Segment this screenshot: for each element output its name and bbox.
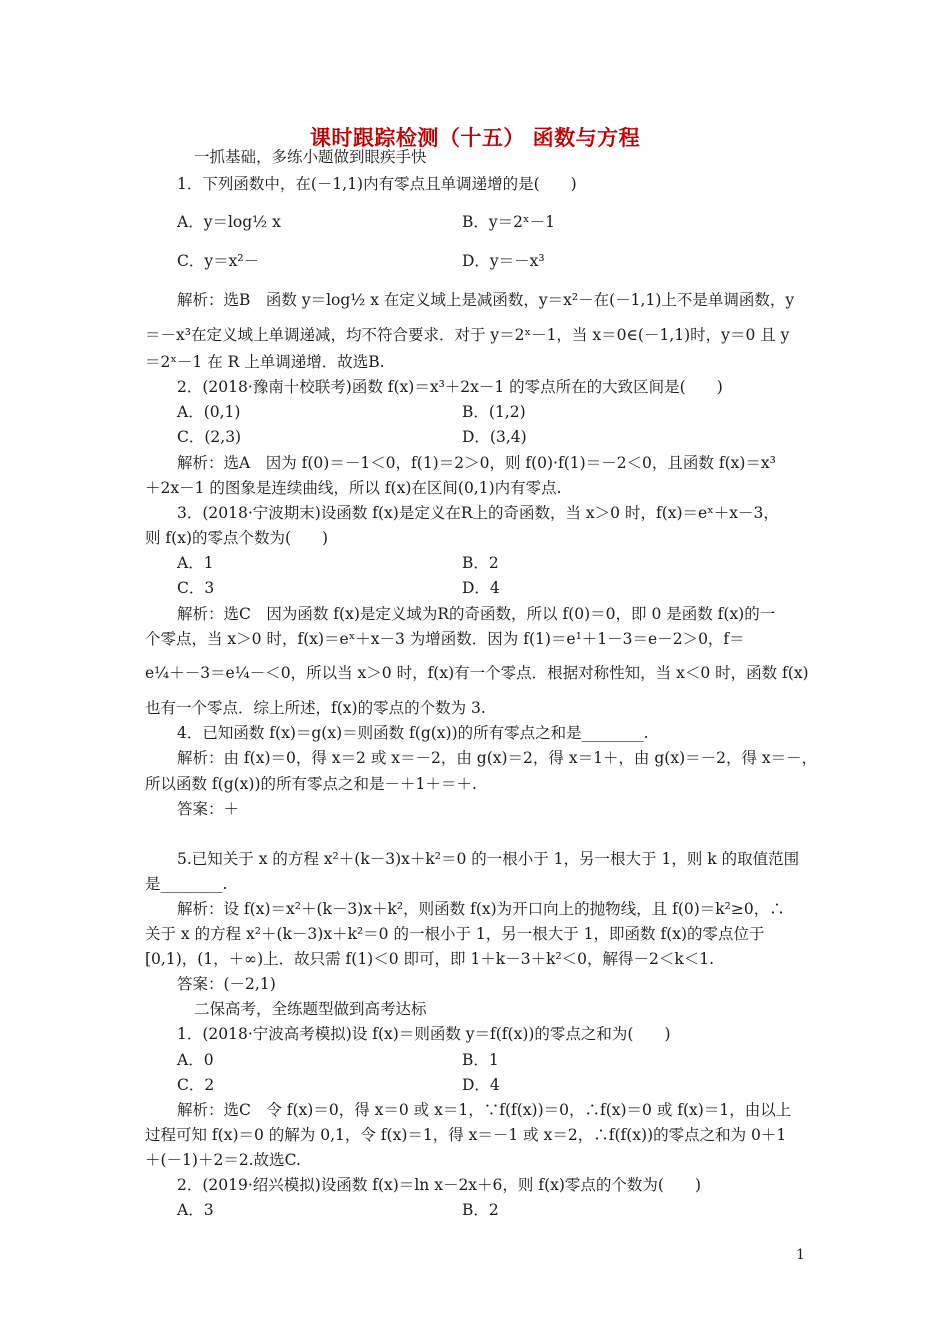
p2q1-option-b: B．1 (462, 1051, 499, 1069)
p2q1-solution-line-3: ＋(－1)＋2＝2.故选C. (145, 1151, 301, 1169)
q2-solution-line-2: ＋2x－1 的图象是连续曲线，所以 f(x)在区间(0,1)内有零点. (145, 479, 562, 497)
question-5-stem-line-2: 是________. (145, 875, 228, 893)
q2-option-d: D．(3,4) (462, 428, 527, 446)
p2q1-solution-line-1: 解析：选C 令 f(x)＝0，得 x＝0 或 x＝1，∵f(f(x))＝0，∴f(x)＝0 或 f(x)＝1，由以上 (177, 1101, 792, 1119)
p2q1-solution-line-2: 过程可知 f(x)＝0 的解为 0,1，令 f(x)＝1，得 x＝－1 或 x＝2，∴f(f(x))的零点之和为 0＋1 (145, 1126, 787, 1144)
question-5-stem-line-1: 5.已知关于 x 的方程 x²＋(k－3)x＋k²＝0 的一根小于 1，另一根大于 1，则 k 的取值范围 (177, 850, 800, 868)
q2-solution-line-1: 解析：选A 因为 f(0)＝－1＜0，f(1)＝2＞0，则 f(0)·f(1)＝－2＜0，且函数 f(x)＝x³ (177, 454, 776, 472)
q4-solution-line-2: 所以函数 f(g(x))的所有零点之和是－＋1＋＝＋. (145, 775, 477, 793)
p2q1-option-a: A．0 (177, 1051, 214, 1069)
q3-solution-line-3: e¼＋－3＝e¼－＜0，所以当 x＞0 时，f(x)有一个零点．根据对称性知，当 x＜0 时，函数 f(x) (145, 664, 809, 682)
q2-option-a: A．(0,1) (177, 403, 241, 421)
part2-question-2-stem: 2．(2019·绍兴模拟)设函数 f(x)＝ln x－2x＋6，则 f(x)零点的个数为( ) (177, 1176, 701, 1194)
question-4-stem: 4．已知函数 f(x)＝g(x)＝则函数 f(g(x))的所有零点之和是________. (177, 724, 649, 742)
section-heading-2: 二保高考，全练题型做到高考达标 (194, 1000, 427, 1018)
part2-question-1-stem: 1．(2018·宁波高考模拟)设 f(x)＝则函数 y＝f(f(x))的零点之和为( ) (177, 1025, 671, 1043)
q4-solution-line-1: 解析：由 f(x)＝0，得 x＝2 或 x＝－2，由 g(x)＝2，得 x＝1＋，由 g(x)＝－2，得 x＝－， (177, 749, 818, 767)
q5-answer: 答案：(－2,1) (177, 975, 276, 993)
q3-option-b: B．2 (462, 554, 499, 572)
q1-option-b: B．y＝2ˣ－1 (462, 213, 555, 231)
q1-option-c: C．y＝x²－ (177, 252, 260, 270)
q5-solution-line-3: [0,1)，(1，＋∞)上．故只需 f(1)＜0 即可，即 1＋k－3＋k²＜0，解得－2＜k＜1. (145, 950, 715, 968)
q2-option-b: B．(1,2) (462, 403, 526, 421)
question-2-stem: 2．(2018·豫南十校联考)函数 f(x)＝x³＋2x－1 的零点所在的大致区间是( ) (177, 378, 723, 396)
p2q2-option-b: B．2 (462, 1201, 499, 1219)
p2q1-option-d: D．4 (462, 1076, 500, 1094)
q3-option-a: A．1 (177, 554, 214, 572)
q2-option-c: C．(2,3) (177, 428, 242, 446)
q3-option-d: D．4 (462, 579, 500, 597)
q1-solution-line-3: ＝2ˣ－1 在 R 上单调递增．故选B. (145, 353, 385, 371)
q1-solution-line-1: 解析：选B 函数 y＝log½ x 在定义域上是减函数，y＝x²－在(－1,1)上不是单调函数，y (177, 291, 795, 309)
section-heading-1: 一抓基础，多练小题做到眼疾手快 (194, 148, 427, 166)
question-3-stem-line-1: 3．(2018·宁波期末)设函数 f(x)是定义在R上的奇函数，当 x＞0 时，f(x)＝eˣ＋x－3， (177, 504, 779, 522)
q3-solution-line-1: 解析：选C 因为函数 f(x)是定义域为R的奇函数，所以 f(0)＝0，即 0 是函数 f(x)的一 (177, 605, 776, 623)
q3-solution-line-4: 也有一个零点．综上所述，f(x)的零点的个数为 3. (145, 699, 486, 717)
q5-solution-line-1: 解析：设 f(x)＝x²＋(k－3)x＋k²，则函数 f(x)为开口向上的抛物线，且 f(0)＝k²≥0，∴ (177, 900, 785, 918)
page-title: 课时跟踪检测（十五） 函数与方程 (309, 125, 641, 150)
q1-solution-line-2: ＝－x³在定义域上单调递减，均不符合要求．对于 y＝2ˣ－1，当 x＝0∈(－1,1)时，y＝0 且 y (145, 326, 790, 344)
p2q2-option-a: A．3 (177, 1201, 214, 1219)
q3-solution-line-2: 个零点，当 x＞0 时，f(x)＝eˣ＋x－3 为增函数．因为 f(1)＝e¹＋1－3＝e－2＞0，f＝ (145, 630, 745, 648)
q1-option-a: A．y＝log½ x (177, 213, 281, 231)
q1-option-d: D．y＝－x³ (462, 252, 545, 270)
question-1-stem: 1．下列函数中，在(－1,1)内有零点且单调递增的是( ) (177, 175, 577, 193)
q5-solution-line-2: 关于 x 的方程 x²＋(k－3)x＋k²＝0 的一根小于 1，另一根大于 1，即函数 f(x)的零点位于 (145, 925, 765, 943)
q3-option-c: C．3 (177, 579, 215, 597)
question-3-stem-line-2: 则 f(x)的零点个数为( ) (145, 529, 329, 547)
q4-answer: 答案：＋ (177, 800, 240, 818)
page-number: 1 (796, 1247, 805, 1263)
p2q1-option-c: C．2 (177, 1076, 215, 1094)
